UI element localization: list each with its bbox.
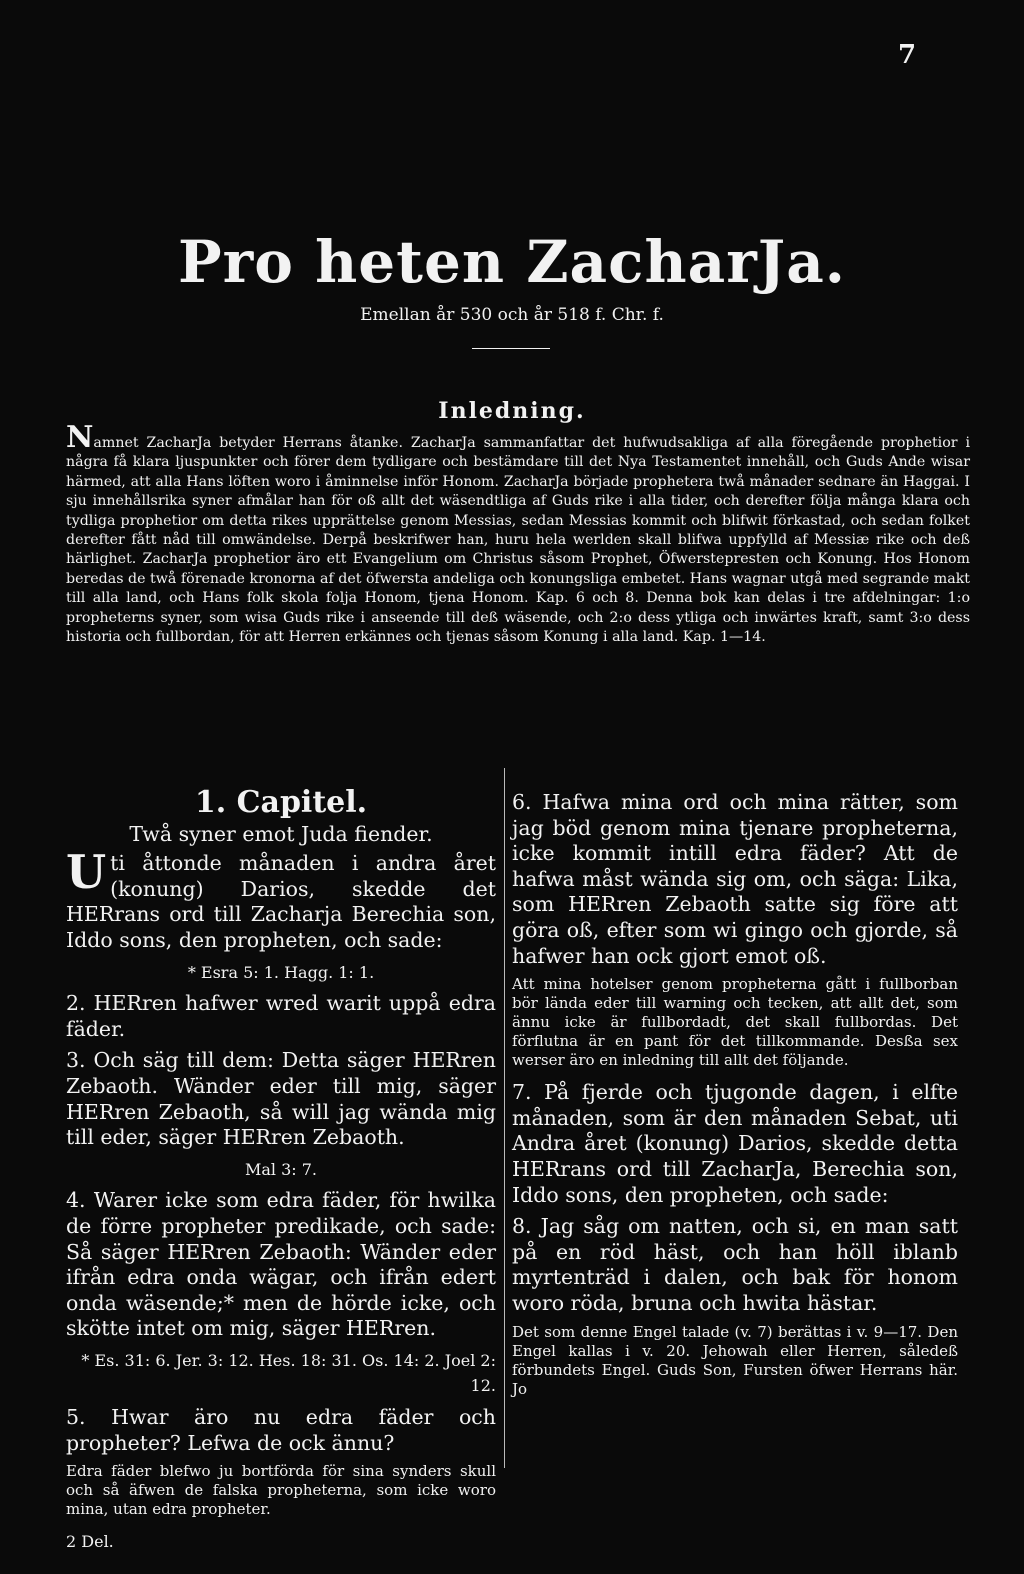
verse-reference: * Es. 31: 6. Jer. 3: 12. Hes. 18: 31. Os. 14: 2. Joel 2: 12.	[81, 1350, 496, 1396]
commentary-note: Edra fäder blefwo ju bortförda för sina synders skull och så äfwen de falska propheterna, som icke woro mina, utan edra propheter.	[66, 1462, 496, 1519]
verse-reference: * Esra 5: 1. Hagg. 1: 1.	[187, 962, 375, 982]
column-divider	[504, 768, 505, 1468]
verse-number: 3.	[66, 1048, 86, 1073]
verse-text: HERren hafwer wred warit uppå edra fäder.	[66, 991, 496, 1041]
commentary-note: Att mina hotelser genom propheterna gått i fullborban bör lända eder till warning och tecken, att allt det, som ännu icke är fullbordadt, det skall fullbordas. Det förflutna är en pant för det tillkommande. Desßa sex werser äro en inledning till allt det följande.	[512, 975, 958, 1070]
commentary-note: Det som denne Engel talade (v. 7) berättas i v. 9—17. Den Engel kallas i v. 20. Jehowah eller Herren, såledeß förbundets Engel. Guds Son, Fursten öfwer Herrans här. Jo	[512, 1322, 958, 1398]
page-title: Pro heten ZacharJa.	[178, 228, 846, 296]
verse-text: På fjerde och tjugonde dagen, i elfte månaden, som är den månaden Sebat, uti Andra året (konung) Darios, skedde detta HERrans ord till ZacharJa, Berechia son, Iddo sons, den propheten, och sade:	[512, 1080, 958, 1207]
intro-text: amnet ZacharJa betyder Herrans åtanke. ZacharJa sammanfattar det hufwudsakliga af alla föregående prophetior i några få klara ljuspunkter och förer dem tydligare och bestämdare till det Nya Testamentet innehåll, och Guds Ande wisar härmed, att alla Hans löften woro i åminnelse inför Honom. ZacharJa började prophetera twå månader sednare än Haggai. I sju innehållsrika syner afmålar han för oß allt det wäsendtliga af Guds rike i alla tider, och derefter följa många klara och tydliga prophetior om detta rikes upprättelse genom Messias, sedan Messias kommit och blifwit förkastad, och sedan folket derefter fått nåd till omwändelse. Derpå beskrifwer han, huru hela werlden skall blifwa uppfylld af Messiæ rike och deß härlighet. ZacharJa prophetior äro ett Evangelium om Christus såsom Prophet, Öfwerstepresten och Konung. Hos Honom beredas de twå förenade kronorna af det öfwersta andeliga och konungsliga embetet. Hans wagnar utgå med segrande makt till alla land, och Hans folk skola folja Honom, tjena Honom. Kap. 6 och 8. Denna bok kan delas i tre afdelningar: 1:o propheterns syner, som wisa Guds rike i anseende till deß wäsende, och 2:o dess ytliga och inwärtes kraft, samt 3:o dess historia och fullbordan, för att Herren erkännes och tjenas såsom Konung i alla land. Kap. 1—14.	[66, 435, 970, 646]
verse	[66, 1188, 496, 1342]
signature-mark: 2 Del.	[66, 1532, 114, 1552]
verse	[66, 1405, 496, 1456]
page-number: 7	[898, 40, 917, 70]
left-column	[66, 785, 496, 1555]
verse-dropcap: U	[66, 845, 107, 900]
verse	[512, 790, 958, 969]
verse	[66, 845, 496, 953]
verse-number: 7.	[512, 1080, 532, 1105]
verse-number: 4.	[66, 1188, 86, 1213]
verse	[66, 1048, 496, 1150]
verse-text: Och säg till dem: Detta säger HERren Zebaoth. Wänder eder till mig, säger HERren Zebaoth, så will jag wända mig till eder, säger HERren Zebaoth.	[66, 1048, 496, 1150]
verse	[512, 1214, 958, 1316]
intro-dropcap: N	[66, 420, 94, 455]
verse	[512, 1080, 958, 1208]
chapter-summary: Twå syner emot Juda fiender.	[129, 821, 433, 846]
intro-paragraph	[66, 420, 970, 647]
verse	[66, 991, 496, 1042]
verse-reference: Mal 3: 7.	[244, 1159, 318, 1179]
verse-text: Jag såg om natten, och si, en man satt på en röd häst, och han höll iblanb myrtenträd i dalen, och bak för honom woro röda, bruna och hwita hästar.	[512, 1214, 958, 1315]
verse-number: 8.	[512, 1214, 532, 1239]
right-column-items	[512, 790, 958, 1399]
verse-text: Warer icke som edra fäder, för hwilka de förre propheter predikade, och sade: Så säger HERren Zebaoth: Wänder eder ifrån edra onda wägar, och ifrån edert onda wäsende;* men de hörde icke, och skötte intet om mig, säger HERren.	[66, 1188, 496, 1341]
right-column	[512, 790, 958, 1409]
left-column-items	[66, 845, 496, 1555]
book-subtitle: Emellan år 530 och år 518 f. Chr. f.	[360, 305, 664, 325]
verse-number: 6.	[512, 790, 532, 814]
intro-heading: Inledning.	[438, 398, 586, 424]
verse-number: 2.	[66, 991, 86, 1016]
title-rule	[472, 348, 550, 349]
verse-text: Hafwa mina ord och mina rätter, som jag böd genom mina tjenare propheterna, icke kommit intill edra fäder? Att de hafwa måst wända sig om, och säga: Lika, som HERren Zebaoth satte sig före att göra oß, efter som wi gingo och gjorde, så hafwer han ock gjort emot oß.	[512, 790, 958, 968]
verse-text: Hwar äro nu edra fäder och propheter? Lefwa de ock ännu?	[66, 1405, 496, 1455]
verse-number: 5.	[66, 1405, 86, 1430]
verse-text: ti åttonde månaden i andra året (konung) Darios, skedde det HERrans ord till Zacharja Berechia son, Iddo sons, den propheten, och sade:	[66, 851, 496, 952]
chapter-title: 1. Capitel.	[194, 785, 368, 820]
